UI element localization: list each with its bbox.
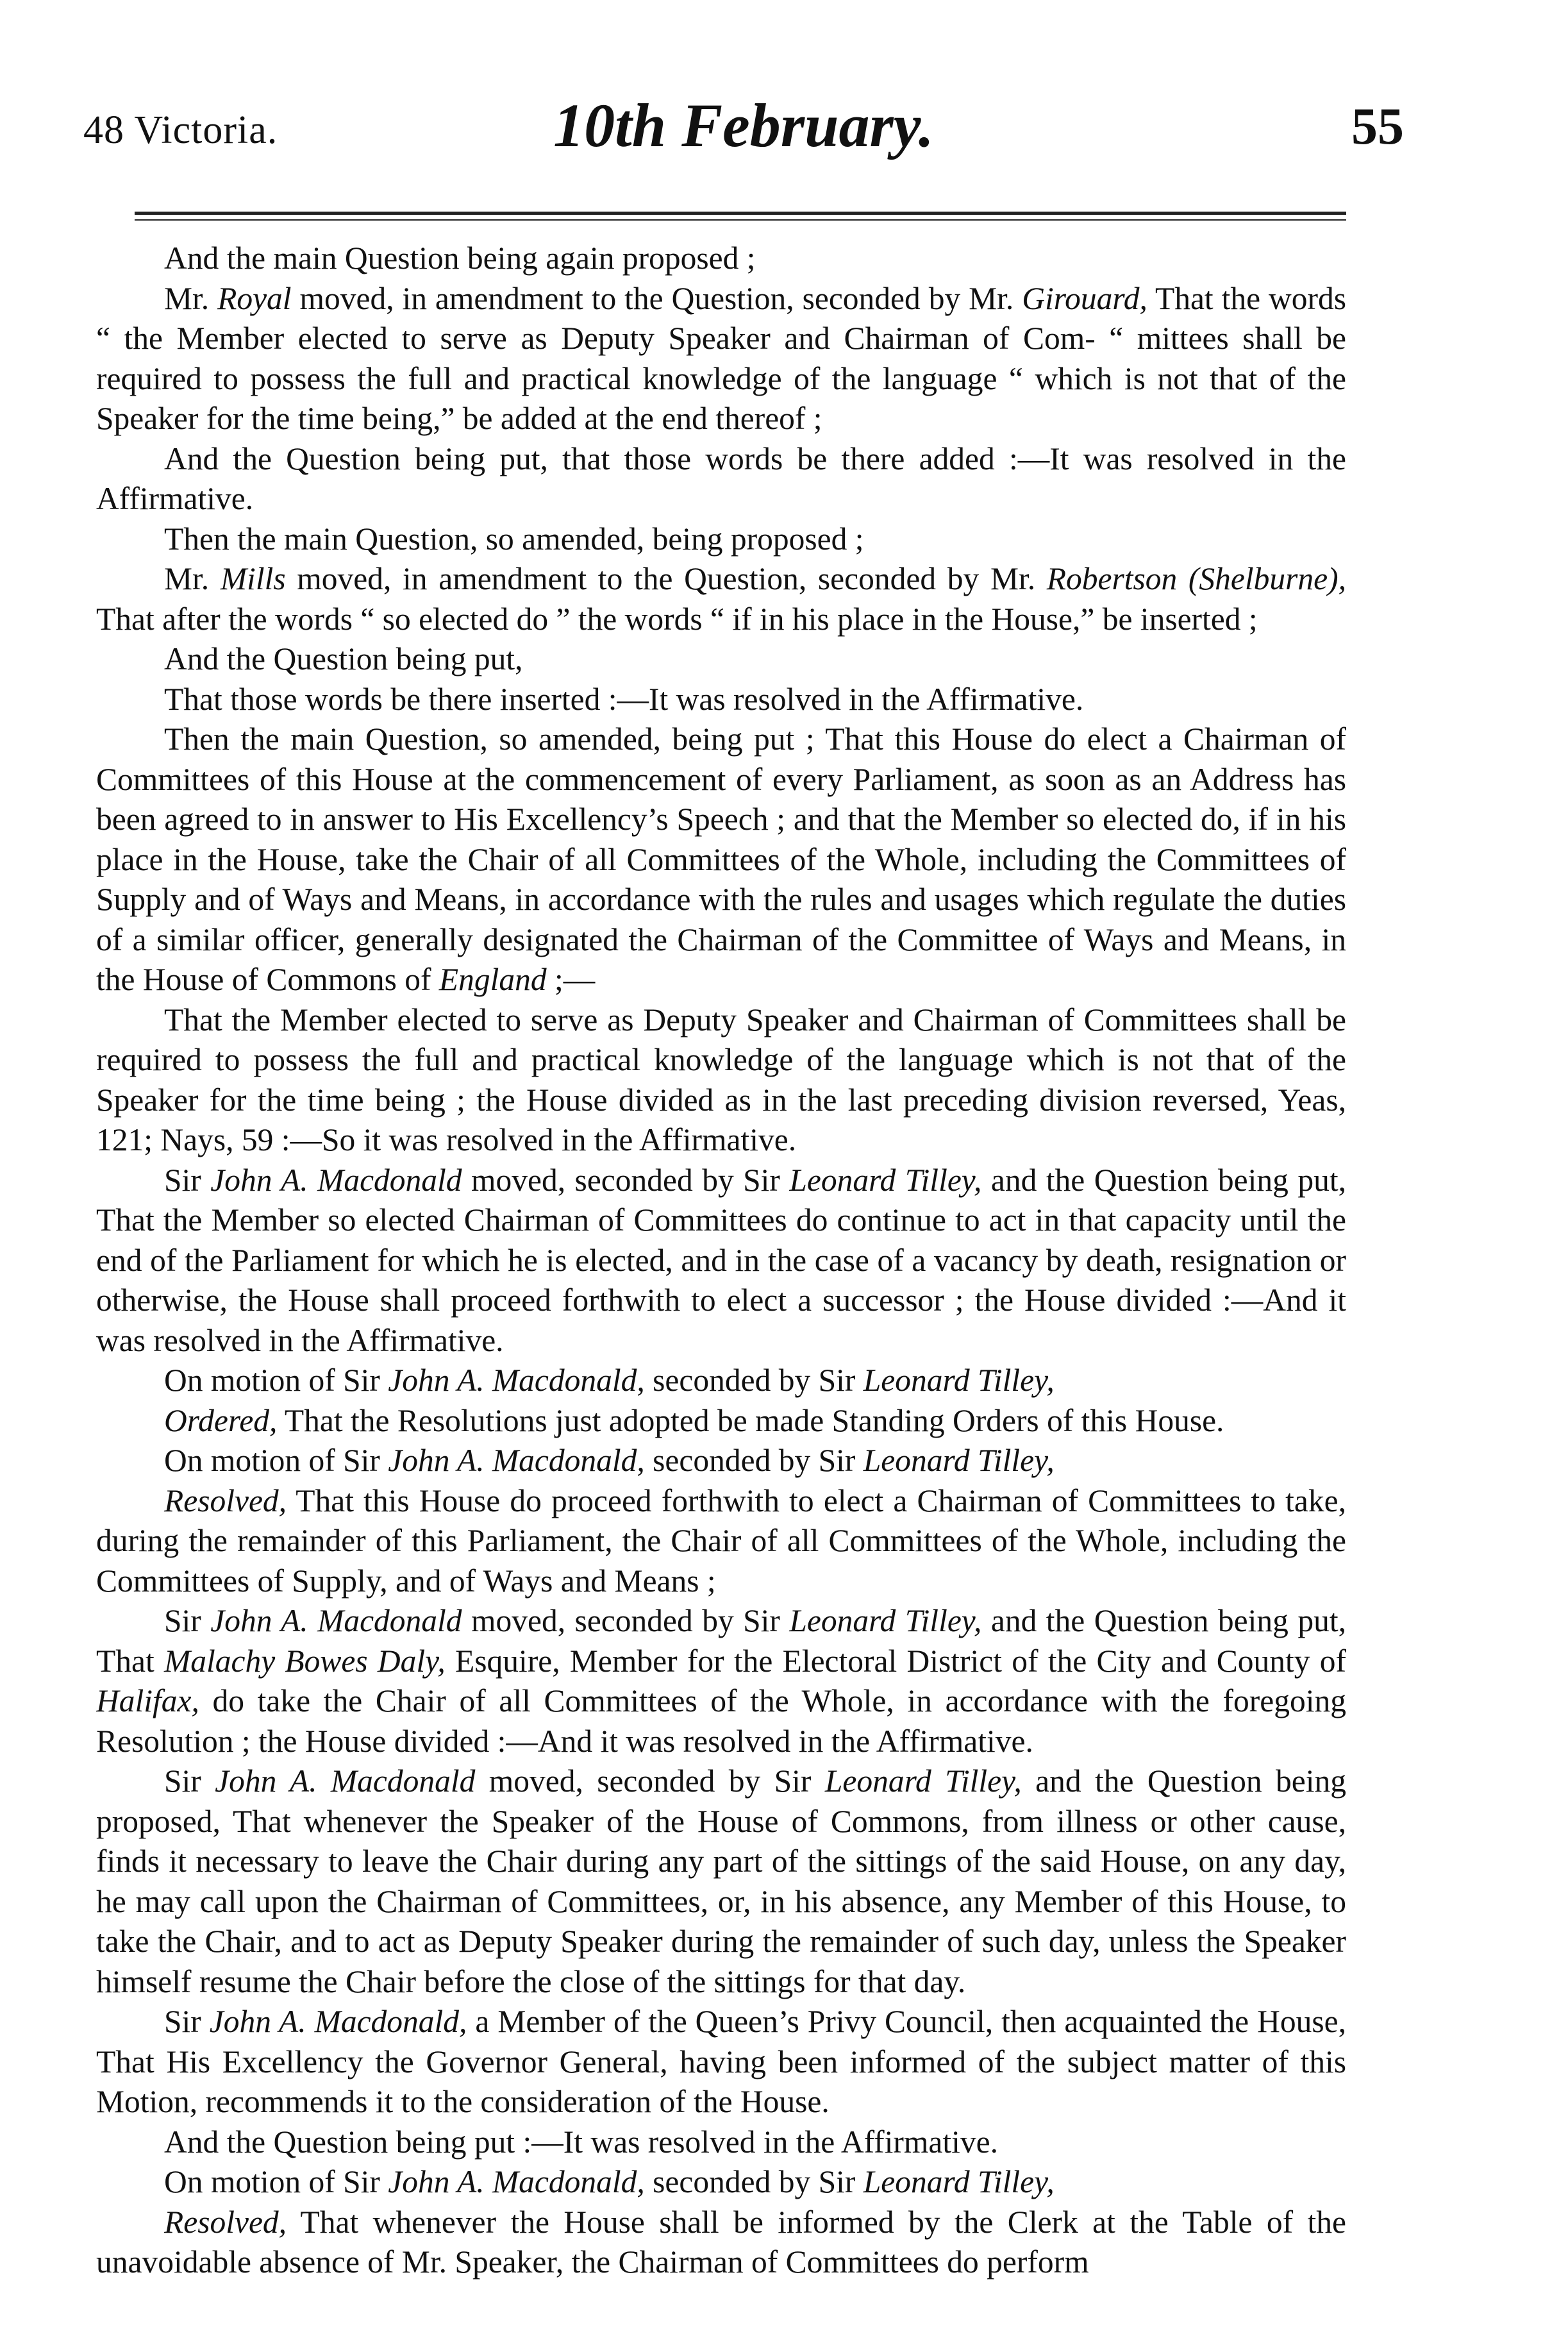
text-run: On motion of Sir — [164, 1443, 388, 1478]
paragraph — [96, 519, 1346, 560]
text-run: seconded by Sir — [644, 2164, 863, 2199]
header-rule-thick — [135, 212, 1346, 215]
paragraph — [96, 239, 1346, 279]
paragraph — [96, 1481, 1346, 1602]
text-run: That the words “ the Member elected to serve as Deputy Speaker and Chairman of Com- “ mittees shall be required to possess the full and practical knowledge of the language “ which is not that of the Speaker for the time being,” be added at the end thereof ; — [96, 280, 1346, 436]
italic-text: Halifax, — [96, 1683, 199, 1718]
italic-text: Malachy Bowes Daly, — [163, 1643, 446, 1679]
italic-text: Mills — [220, 561, 286, 596]
paragraph — [96, 559, 1346, 639]
text-run: and the Question being proposed, That whenever the Speaker of the House of Commons, from illness or other cause, finds it necessary to leave the Chair during any part of the sittings of the said House, on any day, he may call upon the Chairman of Committees, or, in his absence, any Member of this House, to take the Chair, and to act as Deputy Speaker during the remainder of such day, unless the Speaker himself resume the Chair before the close of the sittings for that day. — [96, 1763, 1346, 1999]
text-run: That the Member elected to serve as Deputy Speaker and Chairman of Committees shall be required to possess the full and practical knowledge of the language which is not that of the Speaker for the time being ; the House divided as in the last preceding division reversed, Yeas, 121; Nays, 59 :—So it was resolved in the Affirmative. — [96, 1002, 1346, 1157]
text-run: seconded by Sir — [644, 1363, 863, 1398]
italic-text: Robertson (Shelburne), — [1046, 561, 1346, 596]
italic-text: Royal — [217, 280, 292, 316]
text-run: Then the main Question, so amended, being put ; That this House do elect a Chairman of Committees of this House at the commencement of every Parliament, as soon as an Address has been agreed to in answer to His Excellency’s Speech ; and that the Member so elected do, if in his place in the House, take the Chair of all Committees of the Whole, including the Committees of Supply and of Ways and Means, in accordance with the rules and usages which regulate the duties of a similar officer, generally designated the Chairman of the Committee of Ways and Means, in the House of Commons of — [96, 721, 1346, 997]
italic-text: Leonard Tilley, — [863, 1363, 1055, 1398]
text-run: moved, seconded by Sir — [475, 1763, 825, 1799]
text-run: do take the Chair of all Committees of the Whole, in accordance with the foregoing Resolution ; the House divided :—And it was resolved in the Affirmative. — [96, 1683, 1346, 1759]
header-rule-thin — [135, 219, 1346, 221]
italic-text: John A. Macdonald, — [388, 2164, 645, 2199]
text-run: That those words be there inserted :—It was resolved in the Affirmative. — [164, 681, 1084, 717]
paragraph — [96, 680, 1346, 720]
paragraph — [96, 279, 1346, 439]
italic-text: England — [438, 962, 547, 997]
page-number: 55 — [1351, 97, 1404, 155]
text-run: And the Question being put :—It was resolved in the Affirmative. — [164, 2124, 998, 2160]
text-run: On motion of Sir — [164, 1363, 388, 1398]
text-run: And the Question being put, that those words be there added :—It was resolved in the Affirmative. — [96, 441, 1346, 516]
page-header — [83, 90, 1404, 167]
paragraph — [96, 2002, 1346, 2122]
text-run: And the main Question being again proposed ; — [164, 240, 756, 276]
paragraph — [96, 1601, 1346, 1761]
text-run: And the Question being put, — [164, 641, 523, 676]
italic-text: John A. Macdonald — [215, 1763, 476, 1799]
text-run: moved, in amendment to the Question, seconded by Mr. — [291, 280, 1022, 316]
text-run: Esquire, Member for the Electoral District of the City and County of — [445, 1643, 1346, 1679]
text-run: moved, in amendment to the Question, seconded by Mr. — [285, 561, 1047, 596]
text-run: moved, seconded by Sir — [462, 1162, 790, 1198]
paragraph — [96, 639, 1346, 680]
page-date-title: 10th February. — [553, 91, 934, 160]
text-run: seconded by Sir — [644, 1443, 863, 1478]
text-run: a Member of the Queen’s Privy Council, then acquainted the House, That His Excellency the Governor General, having been informed of the subject matter of this Motion, recommends it to the consideration of the House. — [96, 2004, 1346, 2119]
regnal-year: 48 Victoria. — [83, 108, 278, 152]
text-run: and the Question being put, That the Member so elected Chairman of Committees do continue to act in that capacity until the end of the Parliament for which he is elected, and in the case of a vacancy by death, resignation or otherwise, the House shall proceed forthwith to elect a successor ; the House divided :—And it was resolved in the Affirmative. — [96, 1162, 1346, 1358]
text-run: Sir — [164, 1162, 211, 1198]
text-run: Sir — [164, 2004, 210, 2039]
paragraph — [96, 439, 1346, 519]
italic-text: John A. Macdonald, — [388, 1363, 645, 1398]
paragraph — [96, 1401, 1346, 1441]
paragraph — [96, 1361, 1346, 1401]
text-run: ;— — [546, 962, 596, 997]
paragraph — [96, 719, 1346, 1000]
italic-text: John A. Macdonald — [210, 1603, 462, 1638]
paragraph — [96, 1000, 1346, 1161]
italic-text: Resolved, — [164, 1482, 287, 1518]
italic-text: Girouard, — [1022, 280, 1147, 316]
text-run: Mr. — [164, 561, 221, 596]
journal-body — [96, 239, 1346, 2303]
text-run: Mr. — [164, 280, 218, 316]
text-run: On motion of Sir — [164, 2164, 388, 2199]
text-run: Sir — [164, 1763, 215, 1799]
text-run: and the Question being put, That — [96, 1603, 1346, 1679]
paragraph — [96, 1441, 1346, 1481]
italic-text: John A. Macdonald, — [209, 2004, 467, 2039]
text-run: Sir — [164, 1603, 211, 1638]
italic-text: John A. Macdonald, — [388, 1443, 645, 1478]
italic-text: Leonard Tilley, — [863, 2164, 1055, 2199]
text-run: Then the main Question, so amended, being proposed ; — [164, 521, 864, 557]
italic-text: Leonard Tilley, — [863, 1443, 1055, 1478]
italic-text: Leonard Tilley, — [789, 1162, 982, 1198]
italic-text: Resolved, — [164, 2204, 287, 2240]
text-run: That after the words “ so elected do ” the words “ if in his place in the House,” be inserted ; — [96, 601, 1258, 637]
text-run: moved, seconded by Sir — [462, 1603, 790, 1638]
italic-text: Leonard Tilley, — [824, 1763, 1022, 1799]
italic-text: Ordered, — [164, 1402, 278, 1438]
paragraph — [96, 2203, 1346, 2283]
text-run: That this House do proceed forthwith to elect a Chairman of Committees to take, during the remainder of this Parliament, the Chair of all Committees of the Whole, including the Committees of Supply, and of Ways and Means ; — [96, 1482, 1346, 1599]
text-run: That the Resolutions just adopted be made Standing Orders of this House. — [277, 1402, 1224, 1438]
paragraph — [96, 1161, 1346, 1361]
italic-text: John A. Macdonald — [210, 1162, 462, 1198]
paragraph — [96, 2122, 1346, 2163]
italic-text: Leonard Tilley, — [789, 1603, 982, 1638]
paragraph — [96, 2162, 1346, 2203]
text-run: That whenever the House shall be informed by the Clerk at the Table of the unavoidable absence of Mr. Speaker, the Chairman of Committees do perform — [96, 2204, 1346, 2280]
paragraph — [96, 1761, 1346, 2002]
